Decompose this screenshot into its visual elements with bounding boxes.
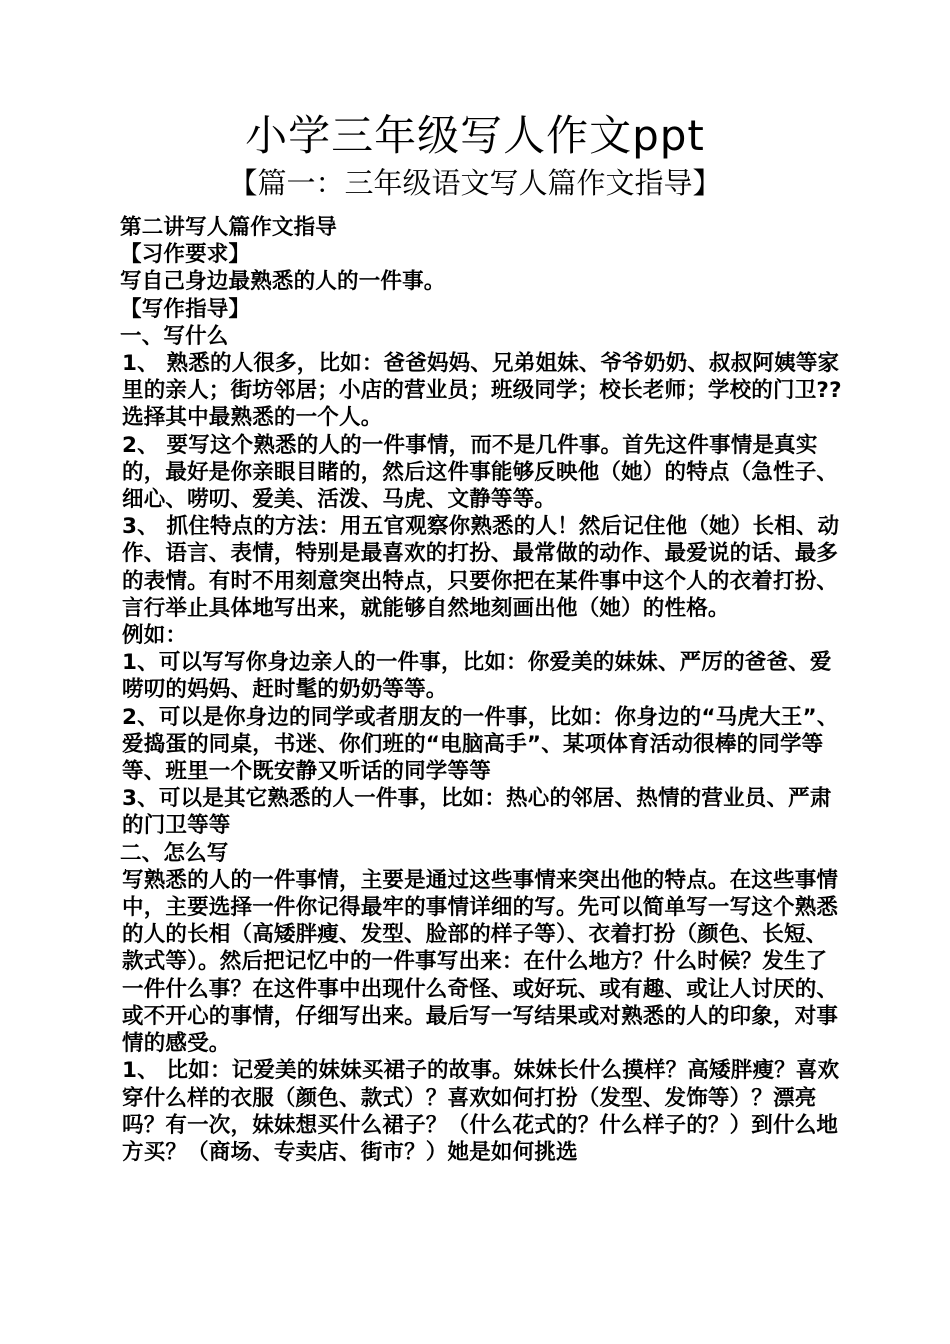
paragraph: 写自己身边最熟悉的人的一件事。	[120, 269, 446, 295]
list-item: 3、 抓住特点的方法：用五官观察你熟悉的人！然后记住他（她）长相、动作、语言、表情，特别是最喜欢的打扮、最常做的动作、最爱说的话、最多的表情。有时不用刻意突出特点，只要你把在某件事中这个人的衣着打扮、言行举止具体地写出来，就能够自然地刻画出他（她）的性格。	[122, 514, 840, 621]
section-heading: 二、怎么写	[120, 840, 229, 866]
list-item: 1、可以写写你身边亲人的一件事，比如：你爱美的妹妹、严厉的爸爸、爱唠叨的妈妈、赶时髦的奶奶等等。	[122, 650, 832, 703]
document-subtitle: 【篇一：三年级语文写人篇作文指导】	[228, 166, 722, 200]
document-title: 小学三年级写人作文ppt	[245, 111, 705, 160]
section-heading: 一、写什么	[120, 323, 229, 349]
list-item: 2、可以是你身边的同学或者朋友的一件事，比如：你身边的“马虎大王”、爱捣蛋的同桌，书迷、你们班的“电脑高手”、某项体育活动很棒的同学等等、班里一个既安静又听话的同学等等	[122, 704, 839, 785]
section-heading: 第二讲写人篇作文指导	[120, 215, 338, 240]
list-item: 1、 熟悉的人很多，比如：爸爸妈妈、兄弟姐妹、爷爷奶奶、叔叔阿姨等家里的亲人；街坊邻居；小店的营业员；班级同学；校长老师；学校的门卫??选择其中最熟悉的一个人。	[122, 351, 842, 431]
list-item: 2、 要写这个熟悉的人的一件事情，而不是几件事。首先这件事情是真实的，最好是你亲眼目睹的，然后这件事能够反映他（她）的特点（急性子、细心、唠叨、爱美、活泼、马虎、文静等等。	[122, 432, 839, 513]
document-body	[116, 214, 842, 1166]
paragraph: 写熟悉的人的一件事情，主要是通过这些事情来突出他的特点。在这些事情中，主要选择一件你记得最牢的事情详细的写。先可以简单写一写这个熟悉的人的长相（高矮胖瘦、发型、脸部的样子等）、衣着打扮（颜色、长短、款式等）。然后把记忆中的一件事写出来：在什么地方？什么时候？发生了一件什么事？在这件事中出现什么奇怪、或好玩、或有趣、或让人讨厌的、或不开心的事情，仔细写出来。最后写一写结果或对熟悉的人的印象，对事情的感受。	[122, 867, 839, 1057]
section-heading: 【习作要求】	[120, 242, 251, 268]
paragraph: 例如：	[122, 623, 188, 649]
list-item: 1、 比如：记爱美的妹妹买裙子的故事。妹妹长什么摸样？高矮胖瘦？喜欢穿什么样的衣服（颜色、款式）？喜欢如何打扮（发型、发饰等）？漂亮吗？有一次，妹妹想买什么裙子？（什么花式的？什么样子的？）到什么地方买？（商场、专卖店、街市？）她是如何挑选	[122, 1058, 840, 1165]
list-item: 3、可以是其它熟悉的人一件事，比如：热心的邻居、热情的营业员、严肃的门卫等等	[122, 786, 832, 839]
section-heading: 【写作指导】	[120, 296, 251, 322]
